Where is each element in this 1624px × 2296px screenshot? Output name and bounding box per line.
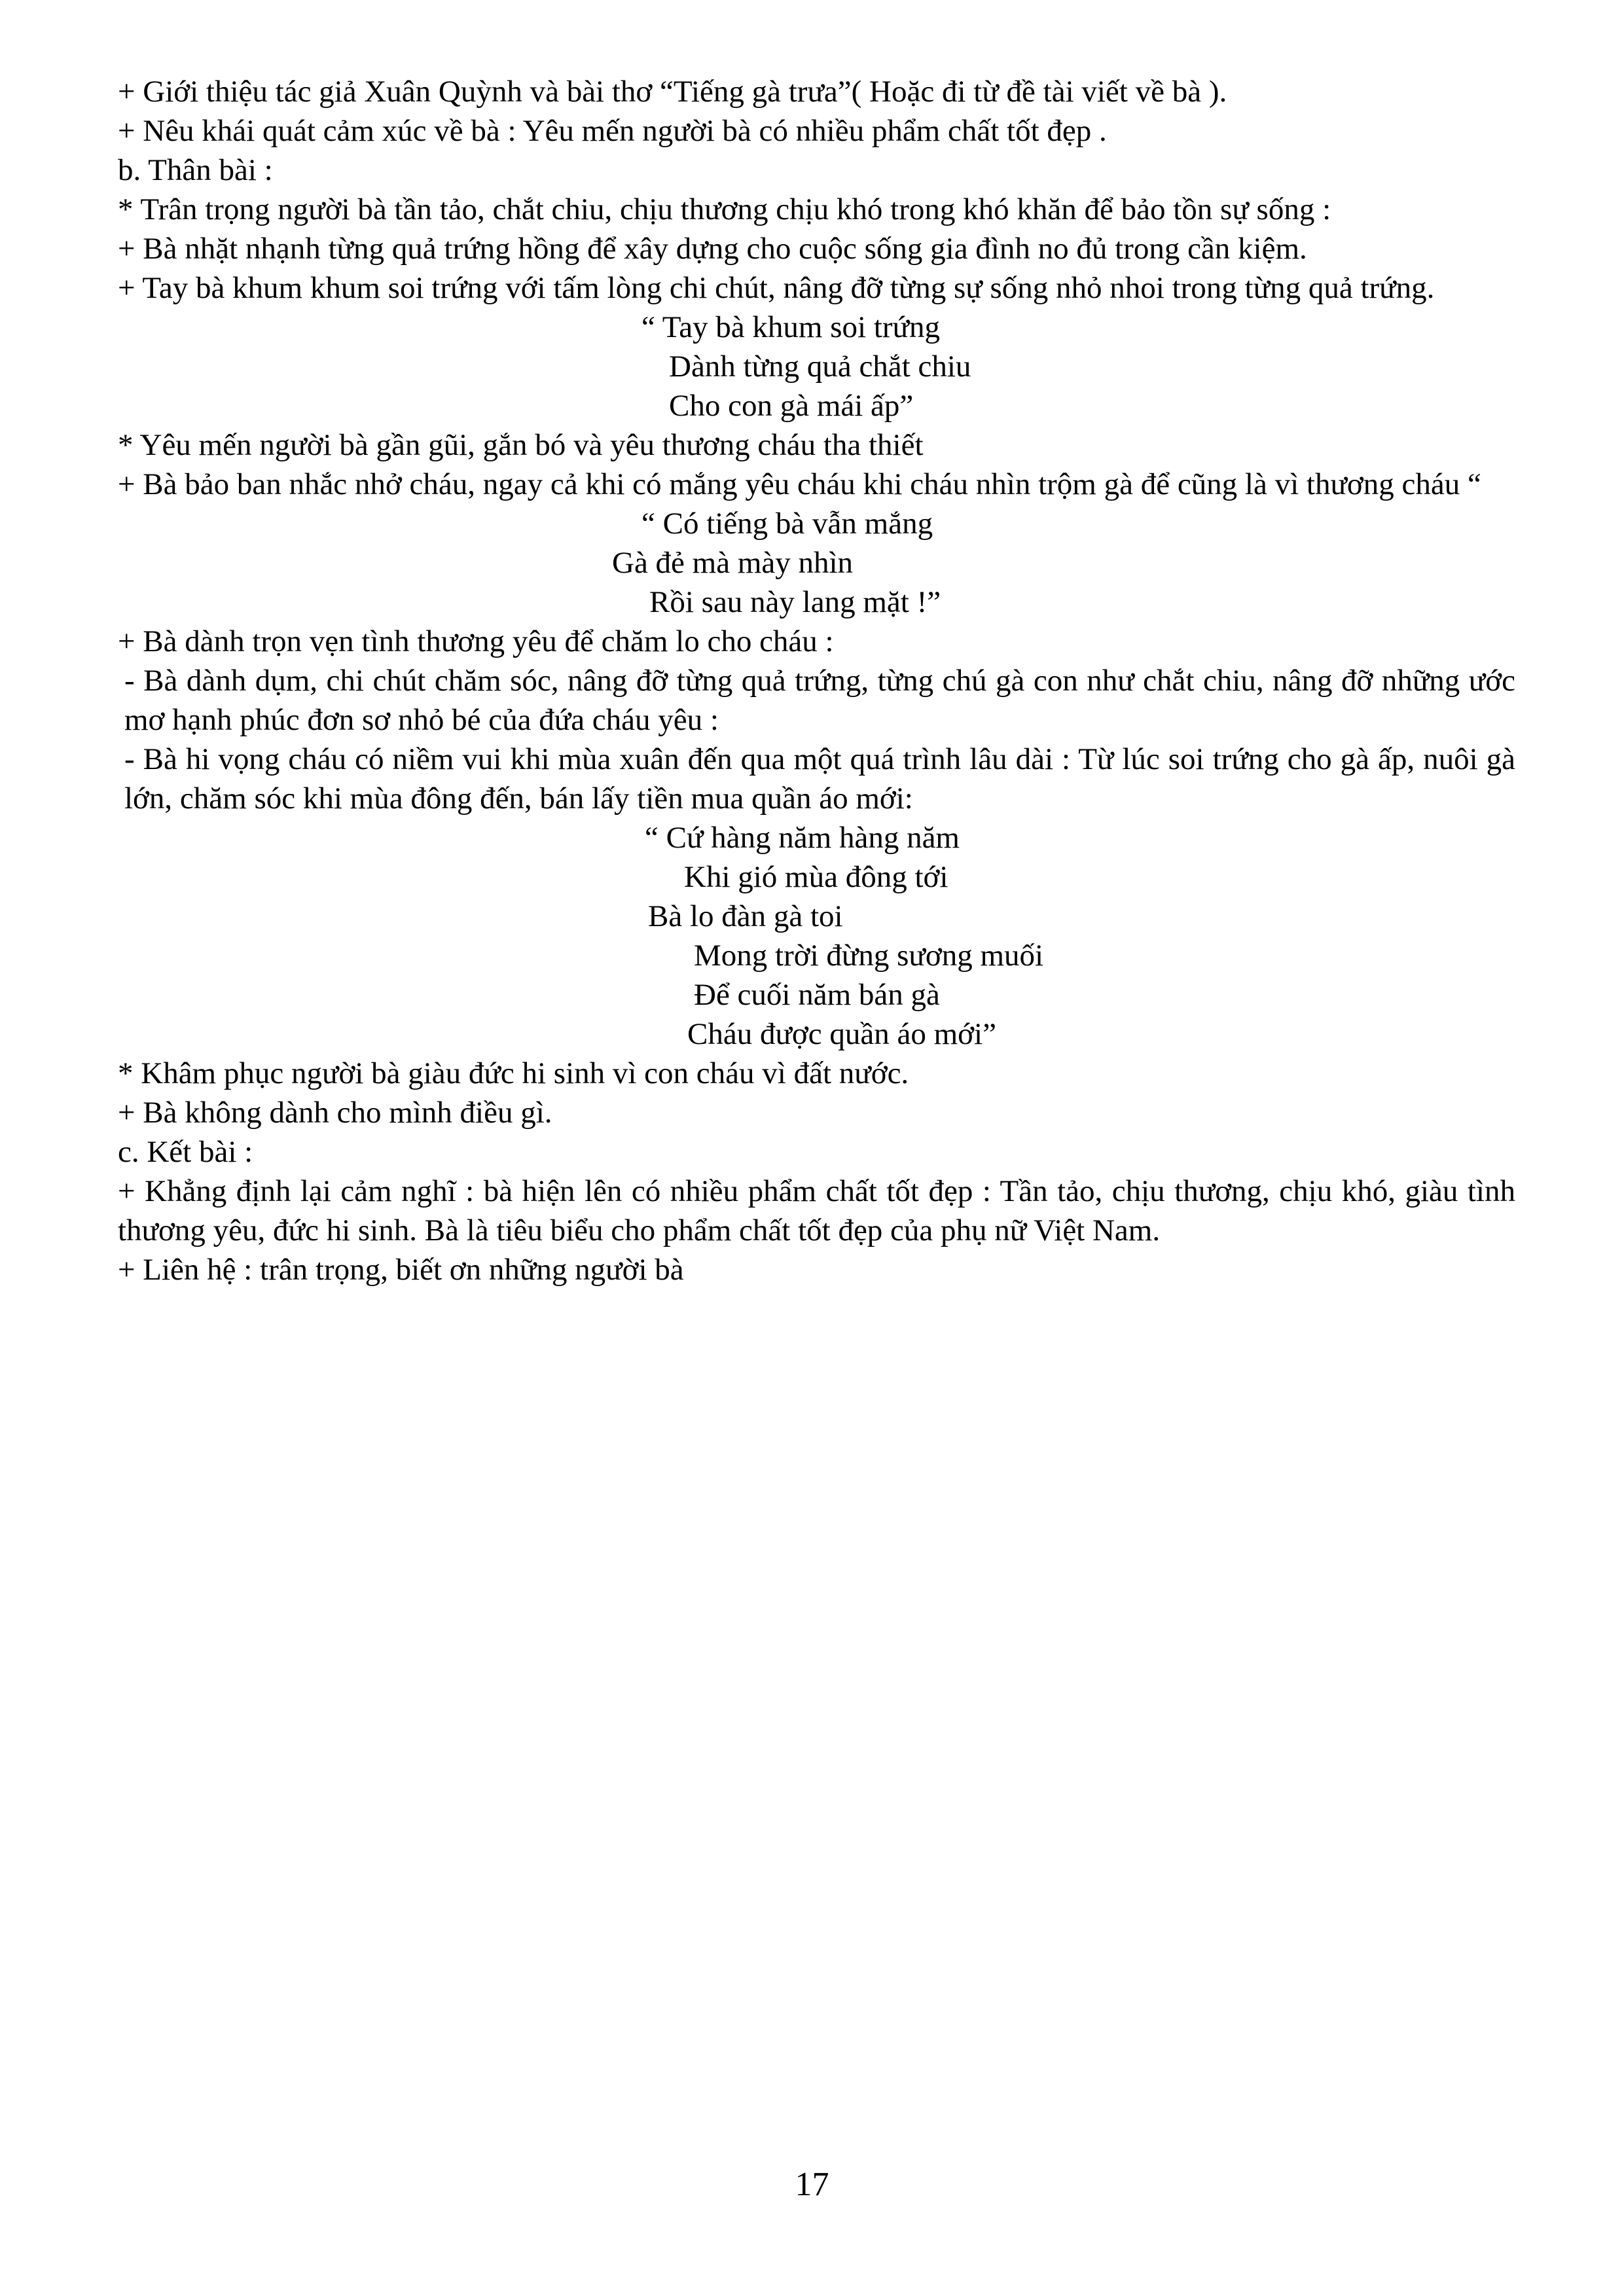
body-point-1a: + Bà nhặt nhạnh từng quả trứng hồng để xây dựng cho cuộc sống gia đình no đủ trong cần kiệm. (118, 232, 1307, 266)
verse-3 (118, 818, 1515, 1054)
verse-1 (118, 308, 1515, 425)
verse-1-line-1: “ Tay bà khum soi trứng (641, 310, 941, 344)
verse-3-line-6: Cháu được quần áo mới” (687, 1017, 996, 1051)
body-point-2a: + Bà bảo ban nhắc nhở cháu, ngay cả khi có mắng yêu cháu khi cháu nhìn trộm gà để cũng là vì thương cháu “ (118, 467, 1481, 501)
document-page (118, 72, 1515, 1289)
intro-author-line: + Giới thiệu tác giả Xuân Quỳnh và bài thơ “Tiếng gà trưa”( Hoặc đi từ đề tài viết về bà ). (118, 75, 1227, 109)
body-point-2: * Yêu mến người bà gần gũi, gắn bó và yêu thương cháu tha thiết (118, 428, 924, 462)
verse-2 (118, 504, 1515, 622)
verse-3-line-2: Khi gió mùa đông tới (684, 860, 948, 894)
section-heading-conclusion: c. Kết bài : (118, 1135, 253, 1169)
verse-2-line-2: Gà đẻ mà mày nhìn (612, 546, 854, 580)
body-point-3b: - Bà hi vọng cháu có niềm vui khi mùa xuân đến qua một quá trình lâu dài : Từ lúc soi trứng cho gà ấp, nuôi gà lớn, chăm sóc khi mùa đông đến, bán lấy tiền mua quần áo mới: (124, 742, 1515, 816)
conclusion-affirm: + Khẳng định lại cảm nghĩ : bà hiện lên có nhiều phẩm chất tốt đẹp : Tần tảo, chịu thương, chịu khó, giàu tình thương yêu, đức hi sinh. Bà là tiêu biểu cho phẩm chất tốt đẹp của phụ nữ Việt Nam. (118, 1174, 1515, 1247)
intro-feeling-line: + Nêu khái quát cảm xúc về bà : Yêu mến người bà có nhiều phẩm chất tốt đẹp . (118, 114, 1107, 148)
body-point-1b: + Tay bà khum khum soi trứng với tấm lòng chi chút, nâng đỡ từng sự sống nhỏ nhoi trong từng quả trứng. (118, 271, 1435, 305)
conclusion-relate: + Liên hệ : trân trọng, biết ơn những người bà (118, 1253, 684, 1287)
verse-3-line-1: “ Cứ hàng năm hàng năm (645, 821, 960, 855)
verse-1-line-3: Cho con gà mái ấp” (669, 389, 914, 423)
body-point-3a: - Bà dành dụm, chi chút chăm sóc, nâng đỡ từng quả trứng, từng chú gà con như chắt chiu, nâng đỡ những ước mơ hạnh phúc đơn sơ nhỏ bé của đứa cháu yêu : (124, 664, 1515, 737)
body-point-4a: + Bà không dành cho mình điều gì. (118, 1096, 552, 1130)
verse-3-line-3: Bà lo đàn gà toi (648, 899, 843, 933)
page-number: 17 (795, 2166, 829, 2203)
body-point-1: * Trân trọng người bà tần tảo, chắt chiu, chịu thương chịu khó trong khó khăn để bảo tồn sự sống : (118, 192, 1331, 226)
section-heading-body: b. Thân bài : (118, 153, 273, 187)
body-point-4: * Khâm phục người bà giàu đức hi sinh vì con cháu vì đất nước. (118, 1056, 909, 1090)
verse-1-line-2: Dành từng quả chắt chiu (669, 350, 971, 384)
body-point-3: + Bà dành trọn vẹn tình thương yêu để chăm lo cho cháu : (118, 624, 834, 658)
verse-2-line-3: Rồi sau này lang mặt !” (649, 585, 941, 619)
verse-3-line-5: Để cuối năm bán gà (694, 978, 940, 1012)
verse-3-line-4: Mong trời đừng sương muối (694, 939, 1044, 973)
verse-2-line-1: “ Có tiếng bà vẫn mắng (641, 507, 933, 541)
